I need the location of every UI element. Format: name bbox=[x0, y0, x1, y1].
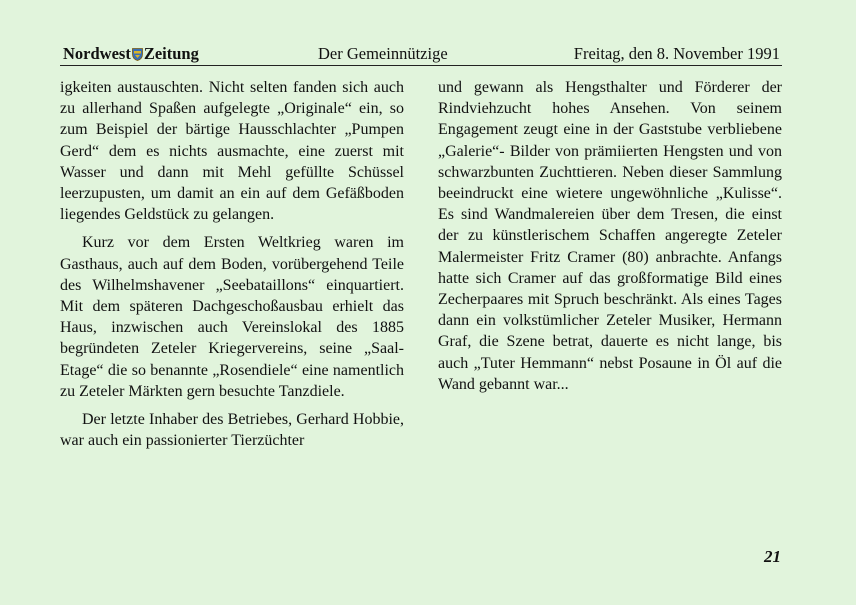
newspaper-masthead bbox=[63, 44, 199, 66]
coat-of-arms-icon bbox=[132, 46, 143, 66]
paragraph: Der letzte Inhaber des Betriebes, Gerhard Hobbie, war auch ein passionierter Tierzüchter bbox=[60, 411, 404, 450]
page-number: 21 bbox=[764, 547, 781, 566]
article-column-left bbox=[60, 77, 404, 451]
masthead-right: Zeitung bbox=[143, 44, 199, 63]
masthead-left: Nordwest bbox=[63, 44, 131, 63]
header-rule bbox=[60, 65, 782, 66]
paragraph: und gewann als Hengsthalter und Förderer der Rindviehzucht hohes Ansehen. Von seinem Engagement zeugt eine in der Gaststube verbliebene „Galerie“- Bilder von prämiierten Hengsten und von schwarzbunten Zuchttieren. Neben dieser Sammlung beeindruckt eine wietere ungewöhnliche „Kulisse“. Es sind Wandmalereien über dem Tresen, die einst der zu künstlerischem Schaffen angeregte Zeteler Malermeister Fritz Cramer (80) anbrachte. Anfangs hatte sich Cramer auf das großformatige Bild eines Zecherpaares mit Spruch beschränkt. Als eines Tages dann ein volkstümlicher Zeteler Musiker, Hermann Graf, die Szene betrat, dauerte es nicht lange, bis auch „Tuter Hemmann“ nebst Posaune in Öl auf die Wand gebannt war... bbox=[438, 79, 782, 393]
paragraph: igkeiten austauschten. Nicht selten fanden sich auch zu allerhand Spaßen aufgelegte „Originale“ ein, so zum Beispiel der bärtige Hausschlachter „Pumpen Gerd“ dem es nichts ausmachte, eine zuerst mit Wasser und dann mit Mehl gefüllte Schüssel leerzupusten, um damit an ein auf dem Gefäßboden liegendes Geldstück zu gelangen. bbox=[60, 79, 404, 224]
page-header bbox=[60, 44, 782, 66]
issue-date: Freitag, den 8. November 1991 bbox=[573, 44, 780, 63]
section-title: Der Gemeinnützige bbox=[318, 44, 448, 63]
paragraph: Kurz vor dem Ersten Weltkrieg waren im Gasthaus, auch auf dem Boden, vorübergehend Teile des Wilhelmshavener „Seebataillons“ einquartiert. Mit dem späteren Dachgeschoßausbau erhielt das Haus, inzwischen auch Vereinslokal des 1885 begründeten Zeteler Kriegervereins, seine „Saal-Etage“ die so benannte „Rosendiele“ eine namentlich zu Zeteler Märkten gern besuchte Tanzdiele. bbox=[60, 234, 404, 400]
article-column-right bbox=[438, 77, 782, 395]
